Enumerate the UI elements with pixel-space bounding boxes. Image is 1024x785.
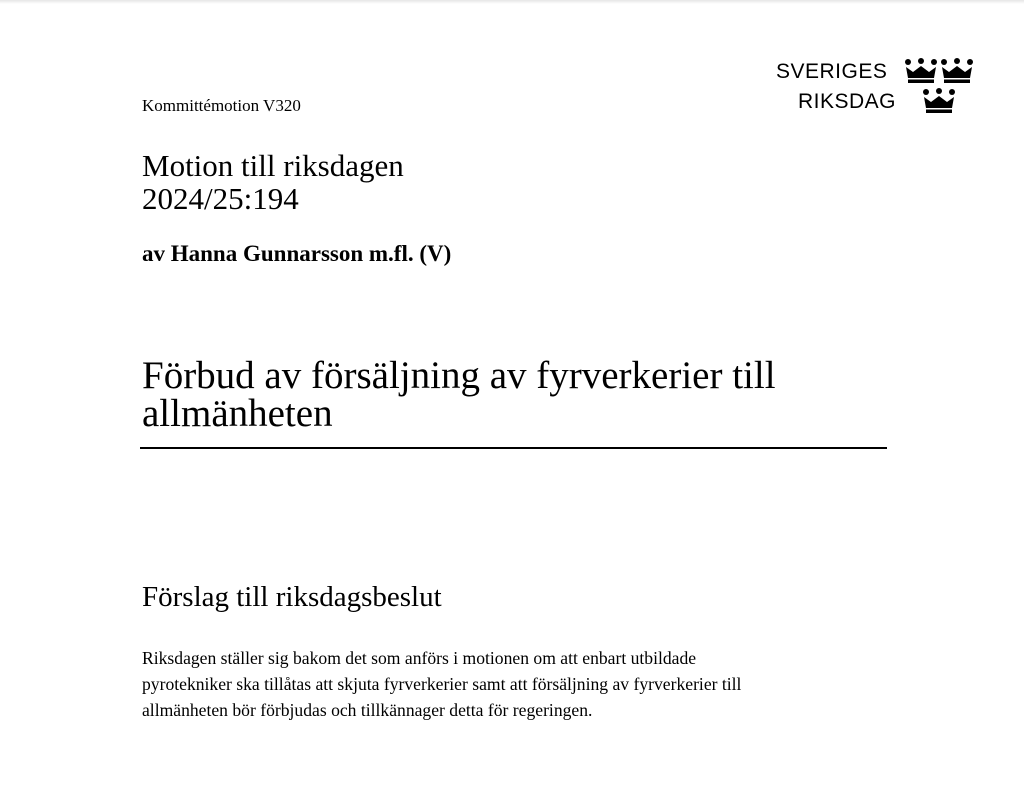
motion-number: 2024/25:194 (142, 181, 299, 216)
motion-title-line: Motion till riksdagen (142, 148, 404, 183)
section-heading: Förslag till riksdagsbeslut (142, 581, 442, 613)
motion-authors: av Hanna Gunnarsson m.fl. (V) (142, 241, 452, 266)
paragraph-line: Riksdagen ställer sig bakom det som anförs i motionen om att enbart utbildade (142, 648, 697, 668)
document-type-label: Kommittémotion V320 (142, 96, 301, 115)
crown-icon (904, 58, 938, 84)
crown-icon (922, 88, 956, 114)
riksdag-logo (770, 58, 980, 118)
logo-text-riksdag: RIKSDAG (798, 90, 897, 113)
page-top-edge (0, 0, 1024, 4)
proposal-paragraph (142, 645, 741, 723)
motion-title (142, 149, 404, 215)
crown-icon (940, 58, 974, 84)
paragraph-line: allmänheten bör förbjudas och tillkännager detta för regeringen. (142, 700, 593, 720)
title-divider (140, 447, 887, 449)
page-title-line: Förbud av försäljning av fyrverkerier till (142, 354, 776, 397)
paragraph-line: pyrotekniker ska tillåtas att skjuta fyrverkerier samt att försäljning av fyrverkerier till (142, 674, 742, 694)
page-title-line: allmänheten (142, 392, 333, 435)
page-title (142, 354, 887, 435)
logo-text-sveriges: SVERIGES (776, 60, 888, 83)
